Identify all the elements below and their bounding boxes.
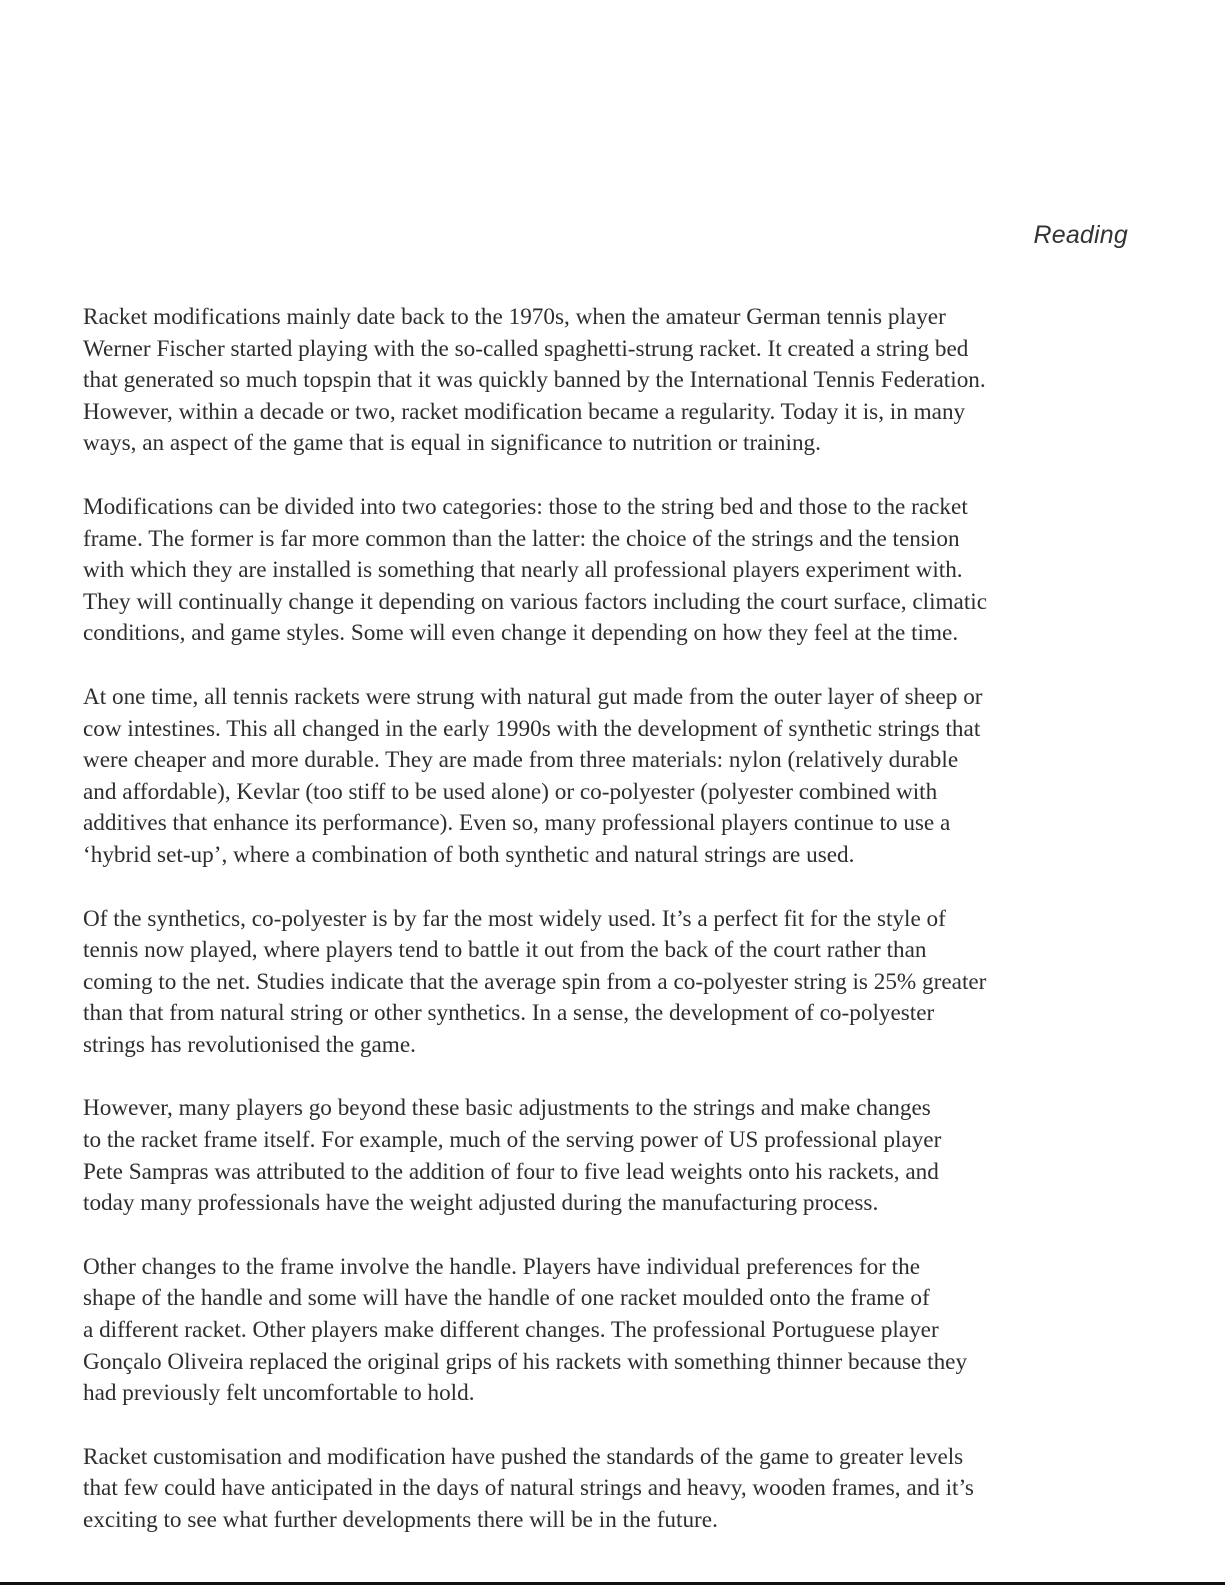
text-line: strings has revolutionised the game. <box>83 1031 416 1058</box>
section-label: Reading <box>1033 221 1128 249</box>
text-line: that few could have anticipated in the days of natural strings and heavy, wooden frames, and it’s <box>83 1475 974 1502</box>
text-line: frame. The former is far more common than the latter: the choice of the strings and the tension <box>83 525 960 552</box>
text-line: and affordable), Kevlar (too stiff to be used alone) or co-polyester (polyester combined with <box>83 778 938 805</box>
text-line: Werner Fischer started playing with the so-called spaghetti-strung racket. It created a string bed <box>83 335 969 362</box>
text-line: with which they are installed is something that nearly all professional players experiment with. <box>83 557 963 584</box>
text-line: had previously felt uncomfortable to hold. <box>83 1380 475 1407</box>
paragraph-7 <box>83 1442 1143 1537</box>
text-line: Modifications can be divided into two categories: those to the string bed and those to the racket <box>83 493 968 520</box>
text-line: additives that enhance its performance). Even so, many professional players continue to use a <box>83 810 951 837</box>
text-line: tennis now played, where players tend to battle it out from the back of the court rather than <box>83 937 927 964</box>
text-line: coming to the net. Studies indicate that the average spin from a co-polyester string is 25% greater <box>83 968 987 995</box>
text-line: a different racket. Other players make different changes. The professional Portuguese player <box>83 1317 939 1344</box>
text-line: than that from natural string or other synthetics. In a sense, the development of co-polyester <box>83 1000 935 1027</box>
text-line: ways, an aspect of the game that is equal in significance to nutrition or training. <box>83 430 821 457</box>
text-line: cow intestines. This all changed in the early 1990s with the development of synthetic strings that <box>83 715 981 742</box>
text-line: Other changes to the frame involve the handle. Players have individual preferences for the <box>83 1253 921 1280</box>
paragraph-1 <box>83 302 1143 460</box>
paragraph-4 <box>83 904 1143 1062</box>
text-line: to the racket frame itself. For example, much of the serving power of US professional player <box>83 1127 942 1154</box>
text-line: However, many players go beyond these basic adjustments to the strings and make changes <box>83 1095 931 1122</box>
text-line: today many professionals have the weight adjusted during the manufacturing process. <box>83 1190 879 1217</box>
paragraph-3 <box>83 682 1143 872</box>
text-line: Of the synthetics, co-polyester is by far the most widely used. It’s a perfect fit for the style of <box>83 905 946 932</box>
text-line: However, within a decade or two, racket modification became a regularity. Today it is, in many <box>83 398 966 425</box>
text-line: that generated so much topspin that it was quickly banned by the International Tennis Federation. <box>83 367 986 394</box>
text-line: At one time, all tennis rackets were strung with natural gut made from the outer layer of sheep or <box>83 683 983 710</box>
text-line: exciting to see what further developments there will be in the future. <box>83 1507 718 1533</box>
text-line: Gonçalo Oliveira replaced the original grips of his rackets with something thinner because they <box>83 1348 968 1375</box>
text-line: Pete Sampras was attributed to the addition of four to five lead weights onto his rackets, and <box>83 1158 939 1185</box>
text-line: Racket modifications mainly date back to the 1970s, when the amateur German tennis player <box>83 304 946 330</box>
text-line: conditions, and game styles. Some will even change it depending on how they feel at the time. <box>83 620 959 647</box>
article-body <box>83 302 1143 1569</box>
text-line: shape of the handle and some will have the handle of one racket moulded onto the frame of <box>83 1285 930 1312</box>
text-line: were cheaper and more durable. They are made from three materials: nylon (relatively durable <box>83 747 959 774</box>
paragraph-5 <box>83 1093 1143 1219</box>
paragraph-2 <box>83 492 1143 650</box>
paragraph-6 <box>83 1252 1143 1410</box>
text-line: ‘hybrid set-up’, where a combination of both synthetic and natural strings are used. <box>83 841 855 868</box>
text-line: Racket customisation and modification have pushed the standards of the game to greater levels <box>83 1443 964 1470</box>
text-line: They will continually change it depending on various factors including the court surface, climatic <box>83 588 988 615</box>
